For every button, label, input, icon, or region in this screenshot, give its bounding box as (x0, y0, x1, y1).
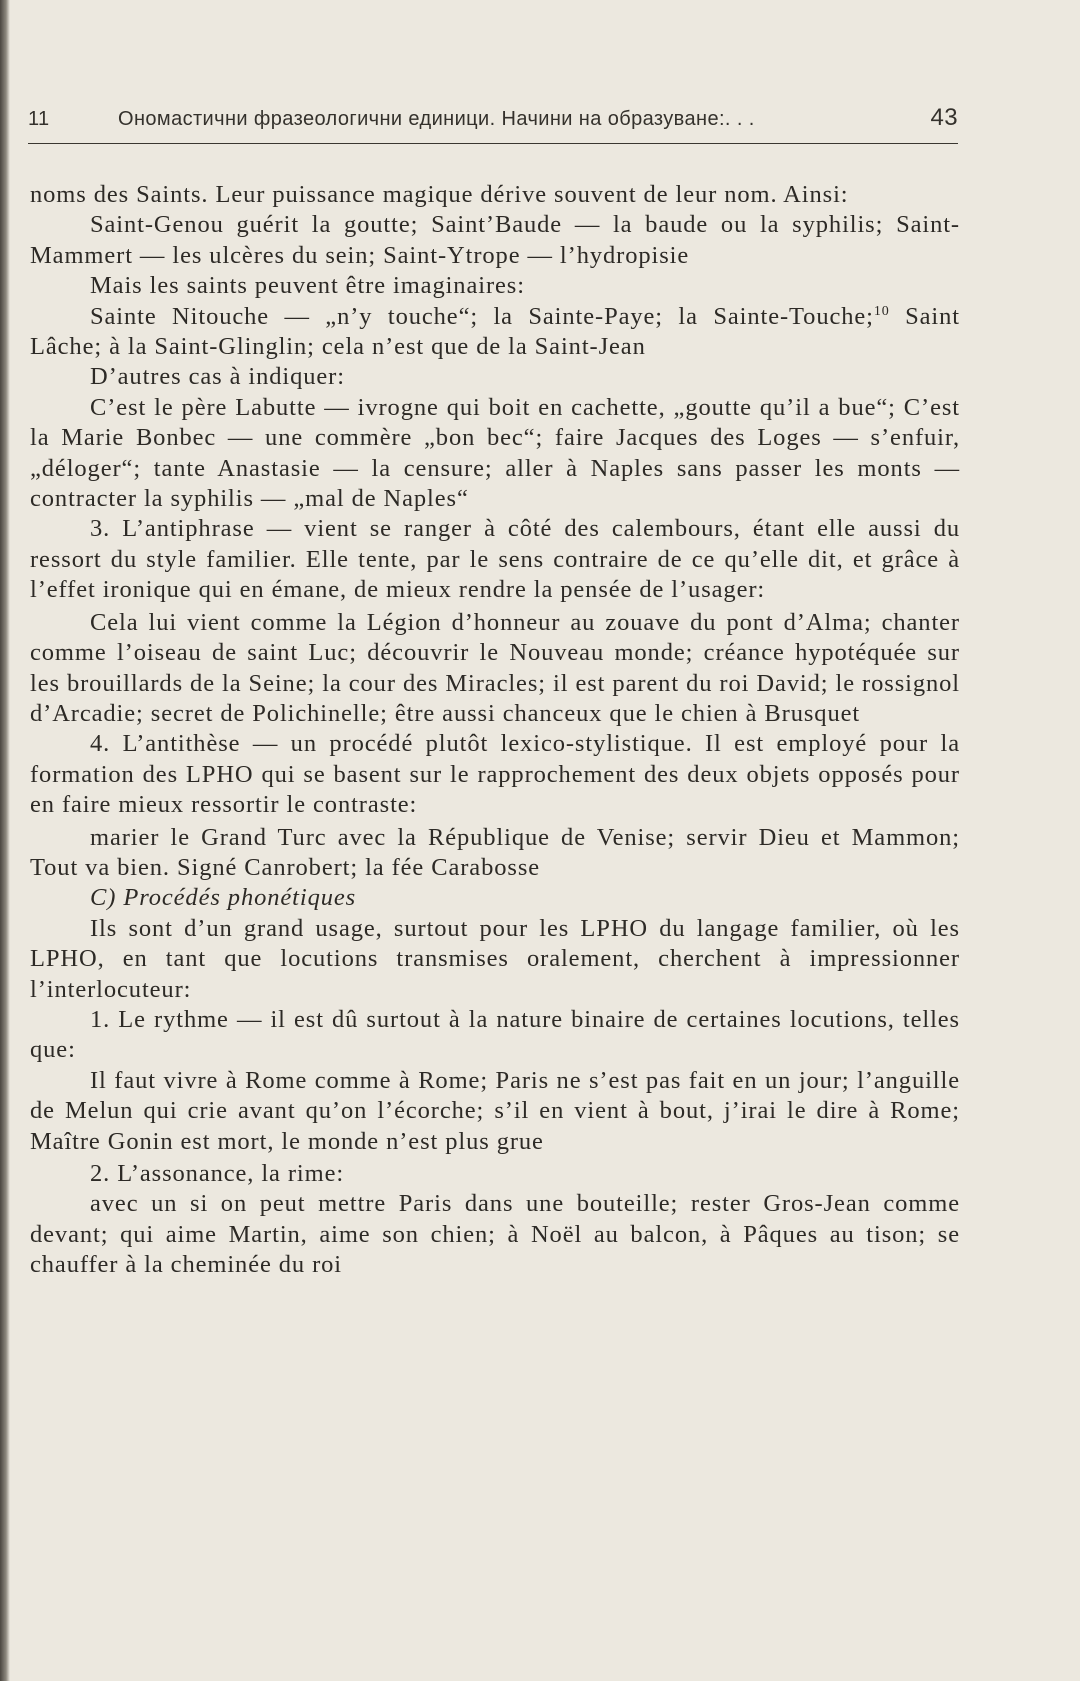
paragraph-sainte-nitouche (30, 302, 960, 363)
paragraph-rythme: 1. Le rythme — il est dû surtout à la nature binaire de certaines locutions, telles que: (30, 1005, 960, 1064)
running-header (28, 104, 958, 138)
paragraph-grand-turc: marier le Grand Turc avec la République de Venise; servir Dieu et Mammon; Tout va bien. Signé Canrobert; la fée Carabosse (30, 823, 960, 881)
sainte-nitouche-text-a: Sainte Nitouche — „n’y touche“; la Sainte-Paye; la Sainte-Touche; (90, 302, 874, 330)
paragraph-pere-labutte: C’est le père Labutte — ivrogne qui boit en cachette, „goutte qu’il a bue“; C’est la Marie Bonbec — une commère „bon bec“; faire Jacques des Loges — s’enfuir, „déloger“; tante Anastasie — la censure; aller à Naples sans passer les monts — contracter la syphilis — „mal de Naples“ (30, 393, 960, 513)
chapter-number: 11 (28, 108, 50, 130)
paragraph-legion-honneur: Cela lui vient comme la Légion d’honneur au zouave du pont d’Alma; chanter comme l’oiseau de saint Luc; découvrir le Nouveau monde; créance hypotéquée sur les brouillards de la Seine; la cour des Miracles; il est parent du roi David; le rossignol d’Arcadie; secret de Polichinelle; être aussi chanceux que le chien à Brusquet (30, 608, 960, 727)
section-heading-procedes-phonetiques: C) Procédés phonétiques (90, 884, 357, 912)
page-number: 43 (930, 104, 958, 131)
paragraph-autres-cas: D’autres cas à indiquer: (90, 363, 345, 391)
running-title: Ономастични фразеологични единици. Начини на образуване:. . . (118, 108, 755, 130)
paragraph-saint-genou: Saint-Genou guérit la goutte; Saint’Baude — la baude ou la syphilis; Saint-Mammert — les ulcères du sein; Saint-Ytrope — l’hydropisie (30, 211, 960, 269)
paragraph-saints-imaginaires: Mais les saints peuvent être imaginaires: (90, 272, 525, 300)
paragraph-si-on-peut: avec un si on peut mettre Paris dans une bouteille; rester Gros-Jean comme devant; qui aime Martin, aime son chien; à Noël au balcon, à Pâques au tison; se chauffer à la cheminée du roi (30, 1190, 960, 1279)
header-rule (28, 143, 958, 144)
paragraph-vivre-a-rome: Il faut vivre à Rome comme à Rome; Paris ne s’est pas fait en un jour; l’anguille de Melun qui crie avant qu’on l’écorche; s’il en vient à bout, j’irai le dire à Rome; Maître Gonin est mort, le monde n’est plus grue (30, 1066, 960, 1155)
paragraph-noms-des-saints: noms des Saints. Leur puissance magique dérive souvent de leur nom. Ainsi: (30, 181, 849, 208)
body-text (30, 180, 960, 1281)
paragraph-antithese: 4. L’antithèse — un procédé plutôt lexico-stylistique. Il est employé pour la formation des LPHO qui se basent sur le rapprochement des deux objets opposés pour en faire mieux ressortir le contraste: (30, 730, 960, 819)
paragraph-assonance: 2. L’assonance, la rime: (90, 1160, 345, 1187)
paragraph-grand-usage: Ils sont d’un grand usage, surtout pour les LPHO du langage familier, où les LPHO, en tant que locutions transmises oralement, cherchent à impressionner l’interlocuteur: (30, 914, 960, 1003)
sainte-nitouche-text-b: Saint Lâche; à la Saint-Glinglin; cela n’est que de la Saint-Jean (30, 302, 960, 361)
footnote-marker: 10 (873, 303, 890, 319)
paragraph-antiphrase: 3. L’antiphrase — vient se ranger à côté des calembours, étant elle aussi du ressort du style familier. Elle tente, par le sens contraire de ce qu’elle dit, et grâce à l’effet ironique qui en émane, de mieux rendre la pensée de l’usager: (30, 515, 960, 604)
